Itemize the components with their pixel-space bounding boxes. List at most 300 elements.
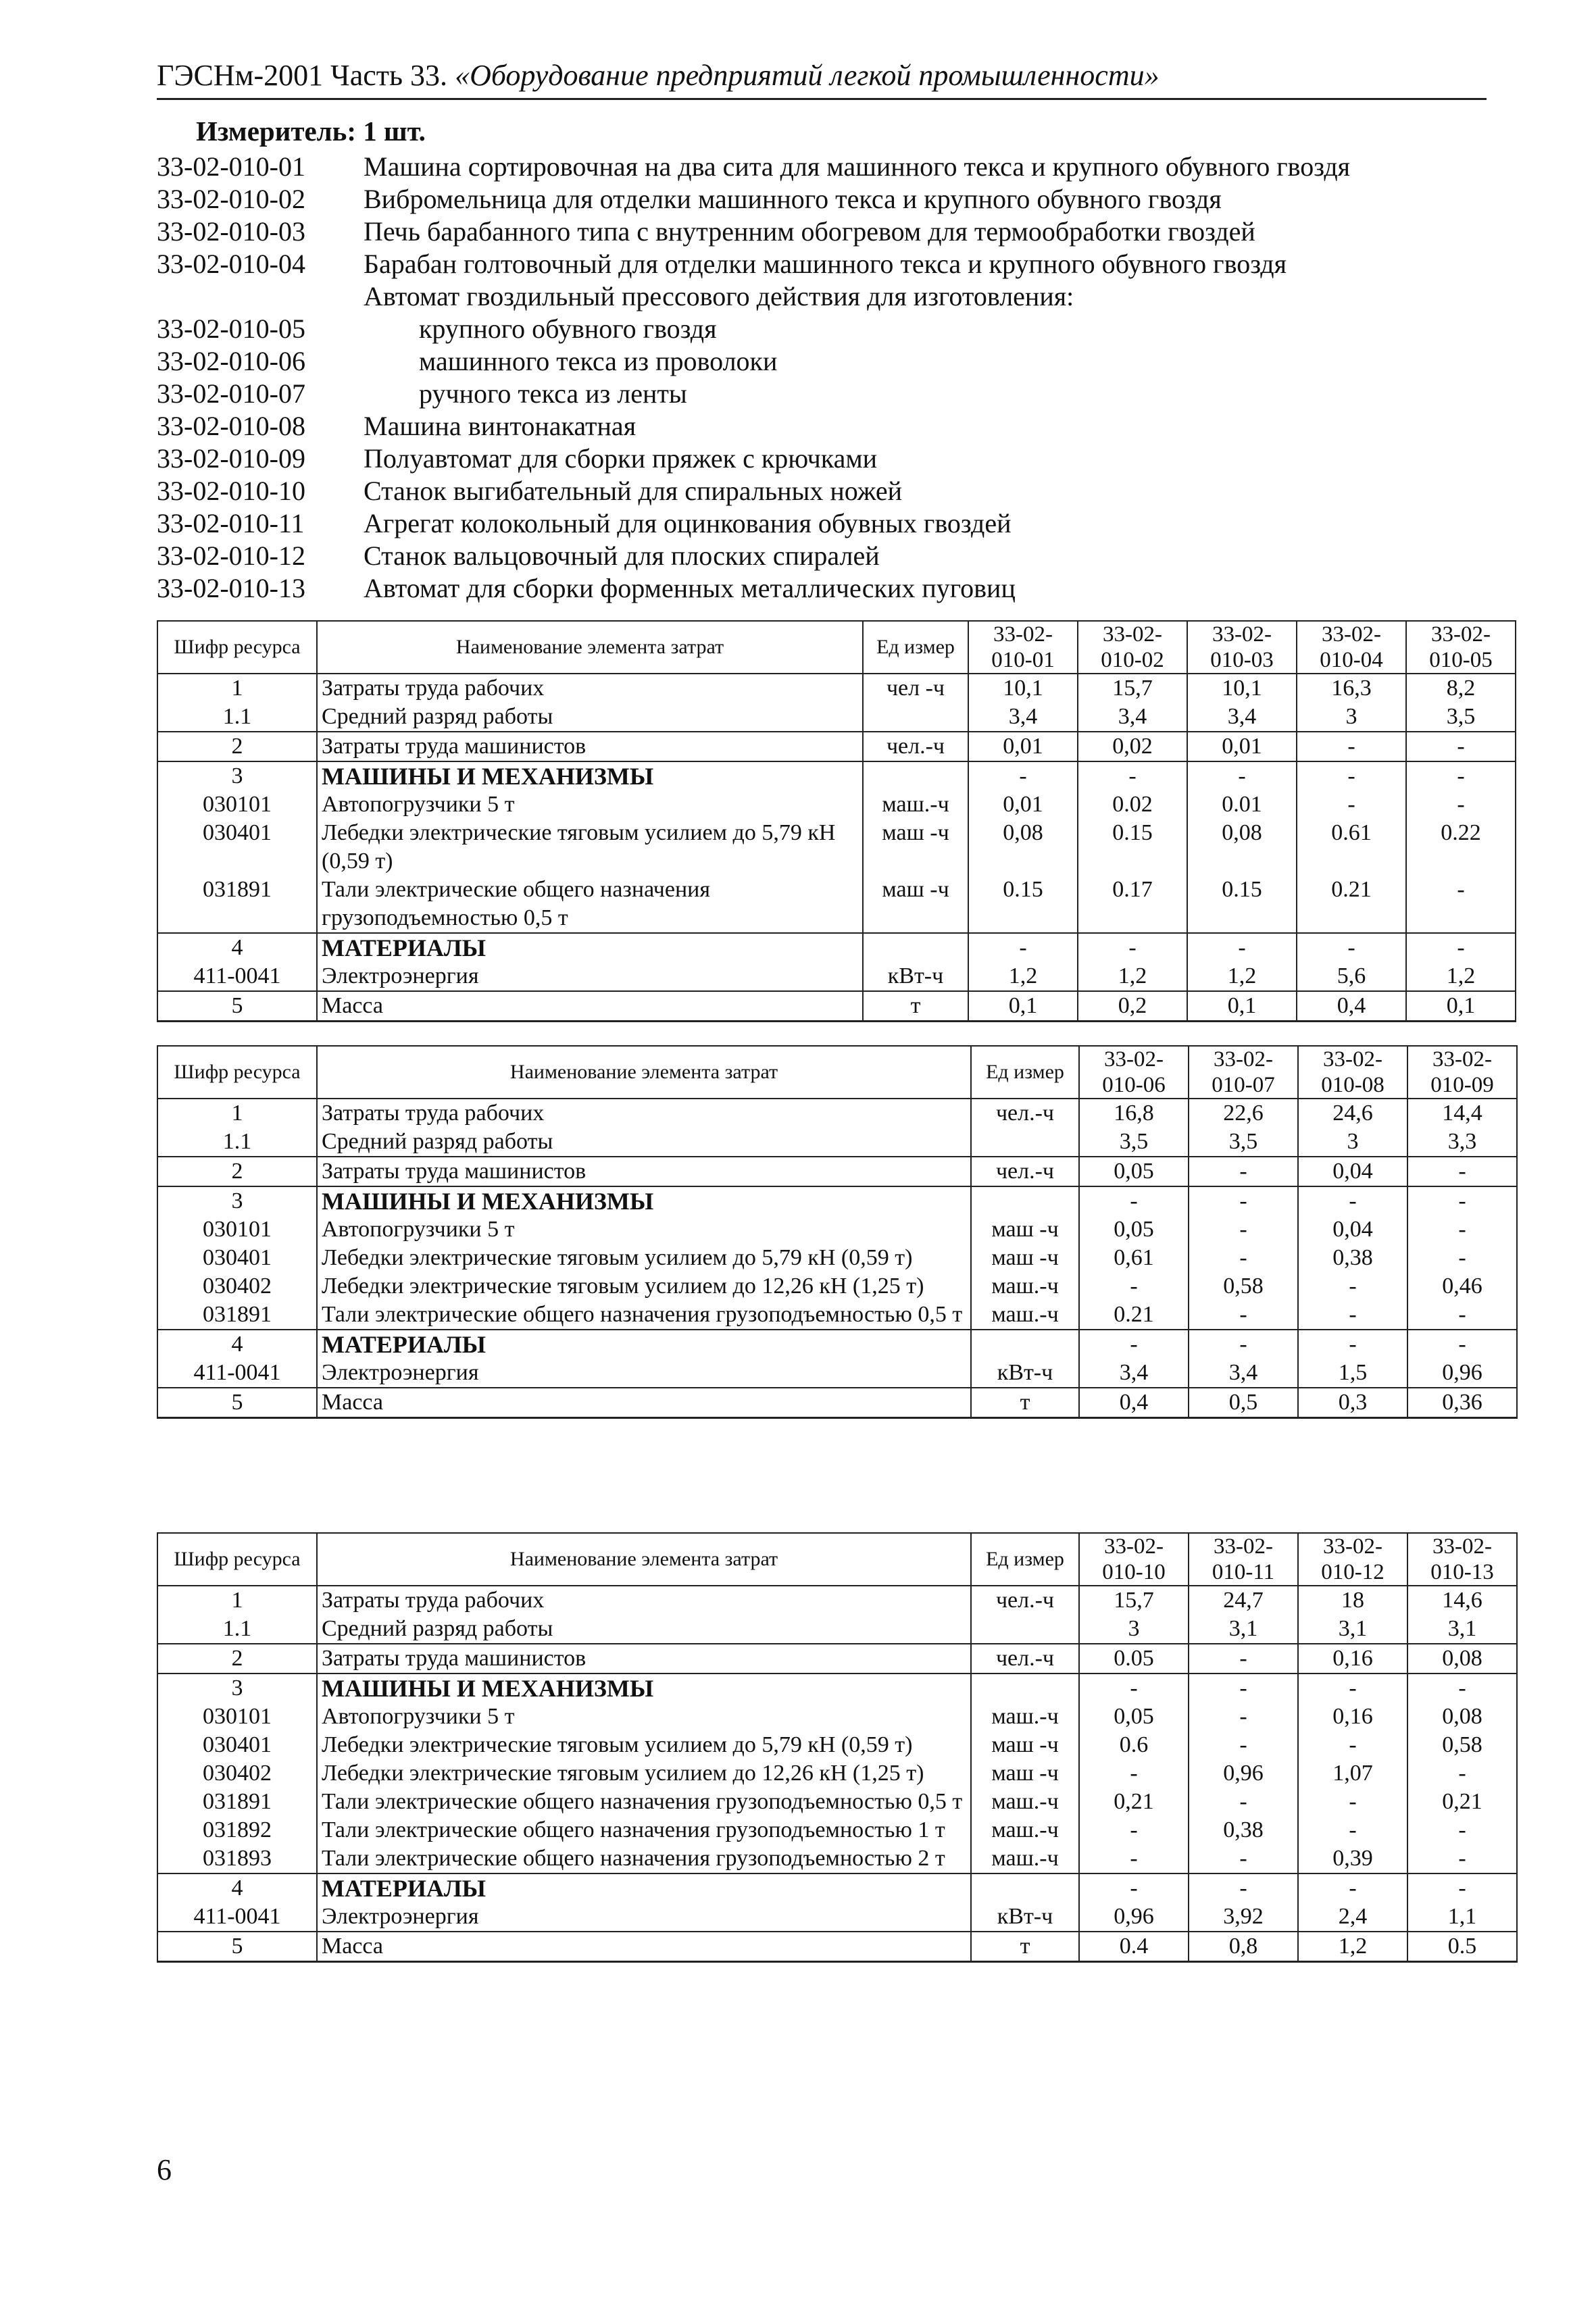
norm-value-cell: -	[1189, 1215, 1298, 1244]
cost-element-cell: Затраты труда рабочих	[317, 674, 863, 703]
resource-code-cell: 031891	[157, 1301, 317, 1330]
unit-cell: чел.-ч	[971, 1586, 1079, 1615]
unit-cell: маш.-ч	[971, 1703, 1079, 1731]
resource-code-cell: 030401	[157, 1731, 317, 1759]
norm-value-cell: 0,05	[1079, 1215, 1189, 1244]
work-item-name: Вибромельница для отделки машинного текса и крупного обувного гвоздя	[364, 183, 1222, 214]
header-norm-code: 33-02-010-04	[1297, 621, 1406, 674]
table-row	[157, 790, 1516, 819]
unit-cell	[971, 1873, 1079, 1903]
norm-value-cell: 16,8	[1079, 1099, 1189, 1128]
norm-value-cell: 0.4	[1079, 1932, 1189, 1962]
work-item-name: ручного текса из ленты	[419, 378, 687, 409]
norm-value-cell: -	[1079, 1272, 1189, 1301]
table-row	[157, 819, 1516, 876]
work-item	[157, 507, 1508, 539]
norm-value-cell: 0,2	[1078, 991, 1187, 1022]
header-unit: Ед измер	[971, 1533, 1079, 1586]
norm-value-cell: -	[1189, 1157, 1298, 1186]
header-cost-element: Наименование элемента затрат	[317, 621, 863, 674]
table-row	[157, 1644, 1517, 1674]
unit-cell: кВт-ч	[971, 1903, 1079, 1932]
header-cost-element: Наименование элемента затрат	[317, 1046, 971, 1099]
norm-value-cell: -	[1189, 1244, 1298, 1272]
norm-value-cell: -	[1406, 933, 1516, 962]
norm-value-cell: -	[1079, 1759, 1189, 1788]
norm-value-cell: -	[1298, 1873, 1407, 1903]
work-item	[157, 215, 1508, 247]
norm-value-cell: -	[1407, 1215, 1517, 1244]
table-header-row	[157, 1533, 1517, 1586]
table-row	[157, 1703, 1517, 1731]
header-norm-code: 33-02-010-08	[1298, 1046, 1407, 1099]
norm-value-cell: 0,1	[1406, 991, 1516, 1022]
norm-value-cell: -	[1406, 732, 1516, 761]
unit-cell: маш.-ч	[971, 1301, 1079, 1330]
work-item-name: крупного обувного гвоздя	[419, 313, 717, 344]
norm-value-cell: 0,1	[968, 991, 1078, 1022]
norm-value-cell: 0,5	[1189, 1388, 1298, 1418]
work-item	[157, 280, 1508, 312]
cost-element-cell: Затраты труда машинистов	[317, 1157, 971, 1186]
norm-value-cell: 0,38	[1298, 1244, 1407, 1272]
table-row	[157, 991, 1516, 1022]
norm-value-cell: 1,2	[1406, 962, 1516, 991]
resource-code-cell: 411-0041	[157, 1903, 317, 1932]
table-row	[157, 1128, 1517, 1157]
resource-code-cell: 030101	[157, 1215, 317, 1244]
norm-value-cell: 0,58	[1189, 1272, 1298, 1301]
resource-code-cell: 2	[157, 1157, 317, 1186]
unit-cell: маш -ч	[971, 1215, 1079, 1244]
cost-element-cell: Масса	[317, 1388, 971, 1418]
header-norm-code: 33-02-010-07	[1189, 1046, 1298, 1099]
header-norm-code: 33-02-010-12	[1298, 1533, 1407, 1586]
header-unit: Ед измер	[971, 1046, 1079, 1099]
work-item-name: Станок вальцовочный для плоских спиралей	[364, 540, 880, 571]
norm-value-cell: -	[1079, 1873, 1189, 1903]
norm-value-cell: -	[1407, 1301, 1517, 1330]
work-item	[157, 442, 1508, 474]
norm-value-cell: 1,2	[1078, 962, 1187, 991]
header-norm-code: 33-02-010-03	[1187, 621, 1297, 674]
unit-cell: кВт-ч	[971, 1359, 1079, 1388]
resource-code-cell: 4	[157, 1873, 317, 1903]
norm-value-cell: 8,2	[1406, 674, 1516, 703]
norm-value-cell: 0,16	[1298, 1644, 1407, 1674]
work-item-code: 33-02-010-01	[157, 151, 305, 182]
norm-value-cell: 0,08	[1187, 819, 1297, 876]
norm-value-cell: -	[1298, 1788, 1407, 1816]
cost-element-cell: Затраты труда рабочих	[317, 1099, 971, 1128]
norm-value-cell: 18	[1298, 1586, 1407, 1615]
norm-value-cell: -	[1407, 1816, 1517, 1844]
work-item-code: 33-02-010-02	[157, 183, 305, 214]
unit-cell: маш -ч	[863, 876, 968, 933]
norm-value-cell: -	[1297, 732, 1406, 761]
unit-cell: чел.-ч	[971, 1644, 1079, 1674]
work-item	[157, 539, 1508, 572]
header-norm-code: 33-02-010-06	[1079, 1046, 1189, 1099]
work-item-list	[157, 150, 1508, 604]
norm-value-cell: 0,58	[1407, 1731, 1517, 1759]
header-resource-code: Шифр ресурса	[157, 621, 317, 674]
work-item	[157, 474, 1508, 507]
norm-value-cell: 1,2	[1187, 962, 1297, 991]
unit-cell	[863, 703, 968, 732]
cost-element-cell: МАТЕРИАЛЫ	[317, 933, 863, 962]
norm-value-cell: 0,96	[1189, 1759, 1298, 1788]
norm-value-cell: -	[1298, 1731, 1407, 1759]
header-norm-code: 33-02-010-10	[1079, 1533, 1189, 1586]
resource-table-1	[157, 620, 1516, 1022]
cost-element-cell: Тали электрические общего назначения грузоподъемностью 0,5 т	[317, 876, 863, 933]
resource-code-cell: 030101	[157, 790, 317, 819]
norm-value-cell: 0,8	[1189, 1932, 1298, 1962]
norm-value-cell: 1,2	[1298, 1932, 1407, 1962]
norm-value-cell: 0.15	[1078, 819, 1187, 876]
unit-cell	[971, 1330, 1079, 1359]
norm-value-cell: 15,7	[1078, 674, 1187, 703]
norm-value-cell: -	[1079, 1816, 1189, 1844]
norm-value-cell: 3,5	[1406, 703, 1516, 732]
resource-code-cell: 1	[157, 1586, 317, 1615]
unit-cell: маш -ч	[863, 819, 968, 876]
table-row	[157, 1873, 1517, 1903]
table-row	[157, 732, 1516, 761]
unit-cell: чел.-ч	[863, 732, 968, 761]
table-row	[157, 1903, 1517, 1932]
cost-element-cell: Затраты труда машинистов	[317, 1644, 971, 1674]
norm-value-cell: 0,04	[1298, 1215, 1407, 1244]
norm-value-cell: 3,4	[1079, 1359, 1189, 1388]
norm-value-cell: 1,5	[1298, 1359, 1407, 1388]
unit-cell: чел.-ч	[971, 1157, 1079, 1186]
cost-element-cell: Масса	[317, 991, 863, 1022]
table-row	[157, 1157, 1517, 1186]
work-item-name: Автомат гвоздильный прессового действия для изготовления:	[364, 280, 1074, 311]
resource-code-cell: 1.1	[157, 703, 317, 732]
cost-element-cell: Лебедки электрические тяговым усилием до 12,26 кН (1,25 т)	[317, 1759, 971, 1788]
norm-value-cell: 1,1	[1407, 1903, 1517, 1932]
resource-code-cell: 1	[157, 674, 317, 703]
norm-value-cell: -	[1298, 1816, 1407, 1844]
cost-element-cell: Электроэнергия	[317, 962, 863, 991]
resource-code-cell: 411-0041	[157, 1359, 317, 1388]
norm-value-cell: -	[1407, 1759, 1517, 1788]
norm-value-cell: -	[1189, 1186, 1298, 1215]
norm-value-cell: -	[1298, 1330, 1407, 1359]
unit-cell: чел -ч	[863, 674, 968, 703]
unit-cell: маш -ч	[971, 1731, 1079, 1759]
work-item-name: Печь барабанного типа с внутренним обогревом для термообработки гвоздей	[364, 216, 1255, 247]
norm-value-cell: 0,08	[968, 819, 1078, 876]
norm-value-cell: -	[1079, 1186, 1189, 1215]
norm-value-cell: 0,08	[1407, 1644, 1517, 1674]
cost-element-cell: МАШИНЫ И МЕХАНИЗМЫ	[317, 1674, 971, 1703]
header-cost-element: Наименование элемента затрат	[317, 1533, 971, 1586]
resource-code-cell: 031891	[157, 1788, 317, 1816]
table-row	[157, 1272, 1517, 1301]
norm-value-cell: 3,4	[1189, 1359, 1298, 1388]
unit-cell: маш.-ч	[971, 1844, 1079, 1873]
unit-cell	[863, 933, 968, 962]
cost-element-cell: Средний разряд работы	[317, 703, 863, 732]
norm-value-cell: 3,1	[1298, 1615, 1407, 1644]
cost-element-cell: Автопогрузчики 5 т	[317, 1215, 971, 1244]
norm-value-cell: 0,04	[1298, 1157, 1407, 1186]
resource-code-cell: 5	[157, 1932, 317, 1962]
header-right: «Оборудование предприятий легкой промышленности»	[455, 59, 1159, 92]
norm-value-cell: 0.21	[1297, 876, 1406, 933]
norm-value-cell: 0.5	[1407, 1932, 1517, 1962]
work-item	[157, 345, 1508, 377]
norm-value-cell: 10,1	[1187, 674, 1297, 703]
table-row	[157, 703, 1516, 732]
table-row	[157, 761, 1516, 790]
norm-value-cell: -	[968, 933, 1078, 962]
resource-code-cell: 030401	[157, 1244, 317, 1272]
table-row	[157, 1932, 1517, 1962]
resource-table-3	[157, 1532, 1518, 1963]
work-item	[157, 182, 1508, 215]
resource-code-cell: 3	[157, 1186, 317, 1215]
header-norm-code: 33-02-010-02	[1078, 621, 1187, 674]
norm-value-cell: -	[1297, 761, 1406, 790]
table-row	[157, 1586, 1517, 1615]
work-item-code: 33-02-010-04	[157, 248, 305, 279]
norm-value-cell: 14,4	[1407, 1099, 1517, 1128]
norm-value-cell: -	[1189, 1644, 1298, 1674]
norm-value-cell: 0,05	[1079, 1157, 1189, 1186]
norm-value-cell: 24,6	[1298, 1099, 1407, 1128]
resource-code-cell: 030402	[157, 1272, 317, 1301]
resource-code-cell: 030402	[157, 1759, 317, 1788]
norm-value-cell: -	[1079, 1330, 1189, 1359]
table-row	[157, 1816, 1517, 1844]
norm-value-cell: -	[1079, 1674, 1189, 1703]
norm-value-cell: 1,07	[1298, 1759, 1407, 1788]
unit-cell: чел.-ч	[971, 1099, 1079, 1128]
unit-cell: маш.-ч	[971, 1272, 1079, 1301]
header-resource-code: Шифр ресурса	[157, 1046, 317, 1099]
resource-code-cell: 030401	[157, 819, 317, 876]
work-item-name: Автомат для сборки форменных металлических пуговиц	[364, 572, 1016, 603]
norm-value-cell: 0,3	[1298, 1388, 1407, 1418]
table-row	[157, 1844, 1517, 1873]
norm-value-cell: 3,4	[1078, 703, 1187, 732]
norm-value-cell: 14,6	[1407, 1586, 1517, 1615]
resource-code-cell: 5	[157, 1388, 317, 1418]
norm-value-cell: 0,08	[1407, 1703, 1517, 1731]
norm-value-cell: -	[1406, 790, 1516, 819]
norm-value-cell: 22,6	[1189, 1099, 1298, 1128]
norm-value-cell: -	[1189, 1301, 1298, 1330]
work-item-code: 33-02-010-11	[157, 507, 305, 538]
resource-code-cell: 2	[157, 732, 317, 761]
cost-element-cell: Тали электрические общего назначения грузоподъемностью 0,5 т	[317, 1301, 971, 1330]
norm-value-cell: 0.01	[1187, 790, 1297, 819]
norm-value-cell: -	[1187, 761, 1297, 790]
cost-element-cell: Затраты труда машинистов	[317, 732, 863, 761]
norm-value-cell: 0,96	[1407, 1359, 1517, 1388]
work-item-code: 33-02-010-13	[157, 572, 305, 603]
resource-code-cell: 1.1	[157, 1615, 317, 1644]
norm-value-cell: 0,05	[1079, 1703, 1189, 1731]
cost-element-cell: Автопогрузчики 5 т	[317, 790, 863, 819]
norm-value-cell: -	[1407, 1186, 1517, 1215]
work-item-code: 33-02-010-05	[157, 313, 305, 344]
norm-value-cell: -	[1298, 1301, 1407, 1330]
work-item-name: Машина винтонакатная	[364, 410, 637, 441]
norm-value-cell: -	[1187, 933, 1297, 962]
resource-code-cell: 031891	[157, 876, 317, 933]
work-item-name: Полуавтомат для сборки пряжек с крючками	[364, 443, 878, 474]
norm-value-cell: -	[1189, 1330, 1298, 1359]
cost-element-cell: Электроэнергия	[317, 1903, 971, 1932]
header-left: ГЭСНм-2001 Часть 33.	[157, 59, 448, 92]
norm-value-cell: 3	[1297, 703, 1406, 732]
work-item-code: 33-02-010-09	[157, 443, 305, 474]
norm-value-cell: 3,4	[1187, 703, 1297, 732]
work-item	[157, 572, 1508, 604]
norm-value-cell: 24,7	[1189, 1586, 1298, 1615]
unit-cell: маш.-ч	[971, 1816, 1079, 1844]
cost-element-cell: Средний разряд работы	[317, 1615, 971, 1644]
norm-value-cell: -	[1189, 1703, 1298, 1731]
norm-value-cell: 0,46	[1407, 1272, 1517, 1301]
norm-value-cell: 3,5	[1079, 1128, 1189, 1157]
running-header	[157, 58, 1487, 100]
cost-element-cell: Лебедки электрические тяговым усилием до 5,79 кН (0,59 т)	[317, 819, 863, 876]
norm-value-cell: -	[1189, 1873, 1298, 1903]
table-row	[157, 1674, 1517, 1703]
norm-value-cell: 0,21	[1407, 1788, 1517, 1816]
resource-code-cell: 411-0041	[157, 962, 317, 991]
unit-cell: маш -ч	[971, 1759, 1079, 1788]
norm-value-cell: 0.21	[1079, 1301, 1189, 1330]
resource-code-cell: 2	[157, 1644, 317, 1674]
cost-element-cell: Средний разряд работы	[317, 1128, 971, 1157]
work-item	[157, 247, 1508, 280]
norm-value-cell: 3	[1298, 1128, 1407, 1157]
work-item-code: 33-02-010-08	[157, 410, 305, 441]
norm-value-cell: -	[1407, 1157, 1517, 1186]
norm-value-cell: 0,01	[968, 732, 1078, 761]
work-item	[157, 409, 1508, 442]
cost-element-cell: МАТЕРИАЛЫ	[317, 1330, 971, 1359]
work-item-code: 33-02-010-10	[157, 475, 305, 506]
norm-value-cell: 0.02	[1078, 790, 1187, 819]
cost-element-cell: Электроэнергия	[317, 1359, 971, 1388]
resource-code-cell: 4	[157, 933, 317, 962]
resource-table-2	[157, 1045, 1518, 1419]
table-row	[157, 876, 1516, 933]
work-item-name: машинного текса из проволоки	[419, 345, 778, 376]
norm-value-cell: -	[1407, 1873, 1517, 1903]
work-item-name: Станок выгибательный для спиральных ножей	[364, 475, 903, 506]
header-norm-code: 33-02-010-09	[1407, 1046, 1517, 1099]
norm-value-cell: 0,02	[1078, 732, 1187, 761]
norm-value-cell: 16,3	[1297, 674, 1406, 703]
resource-code-cell: 3	[157, 761, 317, 790]
norm-value-cell: 0.17	[1078, 876, 1187, 933]
unit-cell	[971, 1186, 1079, 1215]
norm-value-cell: -	[1406, 876, 1516, 933]
norm-value-cell: 0.22	[1406, 819, 1516, 876]
norm-value-cell: -	[1406, 761, 1516, 790]
cost-element-cell: Лебедки электрические тяговым усилием до 5,79 кН (0,59 т)	[317, 1731, 971, 1759]
norm-value-cell: 3,1	[1407, 1615, 1517, 1644]
work-item	[157, 312, 1508, 345]
resource-code-cell: 030101	[157, 1703, 317, 1731]
cost-element-cell: Затраты труда рабочих	[317, 1586, 971, 1615]
norm-value-cell: 0.05	[1079, 1644, 1189, 1674]
table-row	[157, 1301, 1517, 1330]
work-item-name: Агрегат колокольный для оцинкования обувных гвоздей	[364, 507, 1012, 538]
table-row	[157, 1731, 1517, 1759]
resource-code-cell: 4	[157, 1330, 317, 1359]
norm-value-cell: 10,1	[968, 674, 1078, 703]
norm-value-cell: 0,21	[1079, 1788, 1189, 1816]
cost-element-cell: Тали электрические общего назначения грузоподъемностью 0,5 т	[317, 1788, 971, 1816]
header-resource-code: Шифр ресурса	[157, 1533, 317, 1586]
work-item-code: 33-02-010-12	[157, 540, 305, 571]
table-row	[157, 1186, 1517, 1215]
norm-value-cell: 0.6	[1079, 1731, 1189, 1759]
norm-value-cell: -	[1079, 1844, 1189, 1873]
header-norm-code: 33-02-010-01	[968, 621, 1078, 674]
norm-value-cell: -	[1407, 1844, 1517, 1873]
norm-value-cell: 3,3	[1407, 1128, 1517, 1157]
table-row	[157, 1215, 1517, 1244]
norm-value-cell: 0,4	[1297, 991, 1406, 1022]
norm-value-cell: -	[1407, 1330, 1517, 1359]
norm-value-cell: 0,96	[1079, 1903, 1189, 1932]
norm-value-cell: 0,4	[1079, 1388, 1189, 1418]
work-item	[157, 150, 1508, 182]
norm-value-cell: -	[1189, 1731, 1298, 1759]
page-number: 6	[157, 2153, 172, 2186]
norm-value-cell: -	[1189, 1844, 1298, 1873]
header-unit: Ед измер	[863, 621, 968, 674]
norm-value-cell: -	[1297, 790, 1406, 819]
norm-value-cell: -	[1189, 1788, 1298, 1816]
cost-element-cell: МАШИНЫ И МЕХАНИЗМЫ	[317, 761, 863, 790]
table-row	[157, 1388, 1517, 1418]
work-item-code: 33-02-010-03	[157, 216, 305, 247]
norm-value-cell: -	[968, 761, 1078, 790]
table-row	[157, 962, 1516, 991]
table-header-row	[157, 621, 1516, 674]
resource-code-cell: 031892	[157, 1816, 317, 1844]
norm-value-cell: 15,7	[1079, 1586, 1189, 1615]
unit-cell: маш -ч	[971, 1244, 1079, 1272]
header-norm-code: 33-02-010-05	[1406, 621, 1516, 674]
cost-element-cell: Автопогрузчики 5 т	[317, 1703, 971, 1731]
unit-cell	[971, 1128, 1079, 1157]
table-row	[157, 1788, 1517, 1816]
table-row	[157, 1759, 1517, 1788]
unit-cell	[971, 1615, 1079, 1644]
norm-value-cell: 0,01	[1187, 732, 1297, 761]
norm-value-cell: 0,01	[968, 790, 1078, 819]
cost-element-cell: Лебедки электрические тяговым усилием до 12,26 кН (1,25 т)	[317, 1272, 971, 1301]
work-item	[157, 377, 1508, 409]
norm-value-cell: 0,16	[1298, 1703, 1407, 1731]
norm-value-cell: 3	[1079, 1615, 1189, 1644]
norm-value-cell: 3,4	[968, 703, 1078, 732]
